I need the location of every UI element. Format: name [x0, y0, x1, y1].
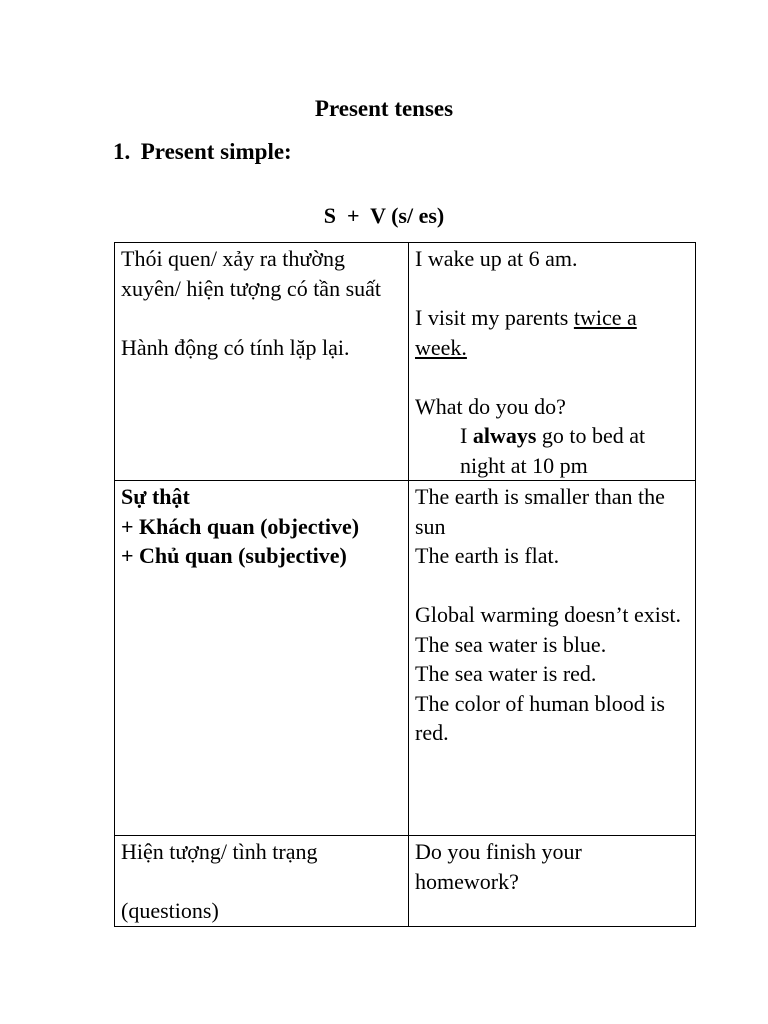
- usage-questions: (questions): [121, 898, 219, 923]
- example-sentence: What do you do?: [415, 393, 566, 419]
- table-row: [115, 481, 696, 836]
- example-sentence: I wake up at 6 am.: [415, 246, 578, 271]
- table-row: [115, 243, 696, 481]
- example-sentence: I always go to bed at night at 10 pm: [460, 423, 646, 478]
- tense-usage-table: [114, 242, 696, 927]
- section-number: 1.: [113, 139, 131, 164]
- usage-habit: Thói quen/ xảy ra thường xuyên/ hiện tượng có tần suất: [121, 246, 382, 301]
- example-cell: [409, 243, 696, 481]
- table-row: [115, 836, 696, 927]
- example-sentence: I visit my parents twice a week.: [415, 305, 637, 360]
- bold-word: always: [472, 423, 537, 448]
- example-sentence: The sea water is red.: [415, 661, 597, 686]
- tense-formula: S + V (s/ es): [323, 203, 445, 228]
- underlined-phrase: twice a week.: [415, 305, 637, 360]
- example-cell: [409, 836, 696, 927]
- usage-cell: [115, 836, 409, 927]
- example-sentence: Global warming doesn’t exist.: [415, 602, 681, 627]
- section-title: Present simple:: [140, 139, 292, 164]
- usage-repeated-action: Hành động có tính lặp lại.: [121, 334, 350, 360]
- usage-facts-heading: Sự thật: [121, 484, 190, 509]
- example-sentence: The earth is flat.: [415, 543, 560, 568]
- example-sentence: The color of human blood is red.: [415, 690, 665, 745]
- usage-subjective: + Chủ quan (subjective): [121, 543, 347, 568]
- usage-cell: [115, 243, 409, 481]
- example-sentence: Do you finish your homework?: [415, 839, 582, 894]
- section-heading: [113, 138, 292, 166]
- example-sentence: The sea water is blue.: [415, 631, 607, 657]
- usage-cell: [115, 481, 409, 836]
- example-cell: [409, 481, 696, 836]
- example-sentence: The earth is smaller than the sun: [415, 484, 665, 539]
- document-title: Present tenses: [314, 96, 454, 121]
- usage-state: Hiện tượng/ tình trạng: [121, 839, 318, 864]
- usage-objective: + Khách quan (objective): [121, 513, 360, 539]
